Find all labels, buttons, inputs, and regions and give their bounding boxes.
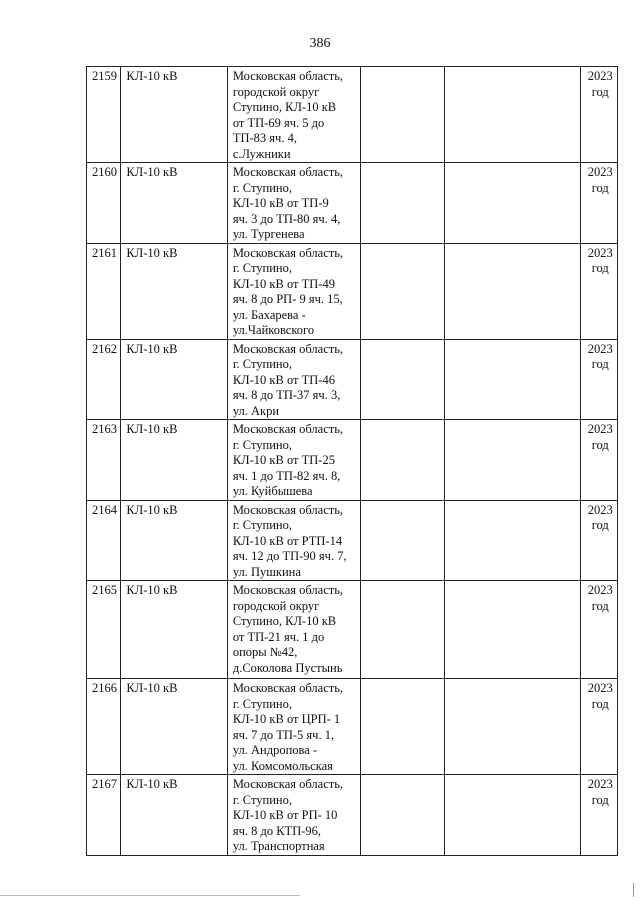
empty-cell <box>361 420 444 501</box>
address-line: г. Ступино, <box>232 180 292 195</box>
address-line: яч. 8 до КТП-96, <box>232 823 322 838</box>
row-number: 2163 <box>87 420 121 501</box>
address-line: ул.Чайковского <box>232 323 315 337</box>
year-line: год <box>591 357 609 371</box>
year-line: год <box>591 437 609 452</box>
address-line: ул. Акри <box>232 403 280 418</box>
address-line: Московская область, <box>232 681 344 695</box>
address-line: Московская область, <box>232 341 344 356</box>
cable-lines-table <box>86 66 618 856</box>
empty-cell <box>361 679 444 775</box>
address-line: яч. 8 до ТП-37 яч. 3, <box>232 388 341 402</box>
empty-cell <box>444 163 581 244</box>
address-line: ул. Бахарева - <box>232 307 306 322</box>
footer-rule <box>0 895 300 896</box>
table-row <box>87 420 618 501</box>
address-line: опоры №42, <box>232 645 298 659</box>
address-line: Ступино, КЛ-10 кВ <box>232 100 337 114</box>
year-cell <box>581 581 618 679</box>
address-line: ул. Комсомольская <box>232 758 333 773</box>
year-line: 2023 <box>587 681 613 695</box>
empty-cell <box>444 420 581 501</box>
address-line: ул. Куйбышева <box>232 484 313 498</box>
line-type: КЛ-10 кВ <box>121 243 227 339</box>
year-line: 2023 <box>587 245 613 260</box>
empty-cell <box>361 243 444 339</box>
row-number: 2162 <box>87 339 121 420</box>
row-number: 2164 <box>87 500 121 581</box>
address-line: г. Ступино, <box>232 518 292 532</box>
year-cell <box>581 67 618 163</box>
empty-cell <box>444 581 581 679</box>
empty-cell <box>444 775 581 856</box>
empty-cell <box>444 679 581 775</box>
address-line: Московская область, <box>232 777 344 791</box>
address-line: г. Ступино, <box>232 437 292 452</box>
empty-cell <box>361 775 444 856</box>
row-number: 2160 <box>87 163 121 244</box>
address-line: г. Ступино, <box>232 696 292 711</box>
table-row <box>87 163 618 244</box>
address-line: городской округ <box>232 598 320 613</box>
empty-cell <box>361 581 444 679</box>
address-cell <box>227 420 361 501</box>
year-cell <box>581 339 618 420</box>
row-number: 2166 <box>87 679 121 775</box>
address-line: Московская область, <box>232 502 344 517</box>
empty-cell <box>361 339 444 420</box>
table-row <box>87 67 618 163</box>
address-line: ул. Тургенева <box>232 227 305 241</box>
year-line: 2023 <box>587 165 613 179</box>
row-number: 2167 <box>87 775 121 856</box>
address-line: яч. 1 до ТП-82 яч. 8, <box>232 468 341 483</box>
table-row <box>87 581 618 679</box>
year-line: год <box>591 792 609 807</box>
year-line: 2023 <box>587 502 613 517</box>
line-type: КЛ-10 кВ <box>121 67 227 163</box>
address-line: ул. Транспортная <box>232 839 325 853</box>
page-number: 386 <box>309 36 331 51</box>
year-cell <box>581 500 618 581</box>
year-line: 2023 <box>587 341 613 356</box>
empty-cell <box>444 67 581 163</box>
address-line: с.Лужники <box>232 146 291 161</box>
row-number: 2159 <box>87 67 121 163</box>
address-cell <box>227 500 361 581</box>
row-number: 2161 <box>87 243 121 339</box>
line-type: КЛ-10 кВ <box>121 339 227 420</box>
year-line: 2023 <box>587 422 613 436</box>
year-line: год <box>591 598 609 613</box>
table-body <box>87 67 618 856</box>
address-line: г. Ступино, <box>232 792 292 807</box>
empty-cell <box>444 500 581 581</box>
row-number: 2165 <box>87 581 121 679</box>
line-type: КЛ-10 кВ <box>121 500 227 581</box>
year-cell <box>581 243 618 339</box>
address-line: ТП-83 яч. 4, <box>232 131 297 145</box>
year-cell <box>581 775 618 856</box>
line-type: КЛ-10 кВ <box>121 581 227 679</box>
address-line: городской округ <box>232 84 320 99</box>
line-type: КЛ-10 кВ <box>121 775 227 856</box>
address-line: КЛ-10 кВ от ТП-46 <box>232 372 335 387</box>
year-cell <box>581 679 618 775</box>
address-line: от ТП-69 яч. 5 до <box>232 115 325 130</box>
address-line: от ТП-21 яч. 1 до <box>232 629 325 644</box>
empty-cell <box>444 243 581 339</box>
address-line: КЛ-10 кВ от ТП-9 <box>232 196 329 210</box>
address-line: г. Ступино, <box>232 357 292 371</box>
address-line: КЛ-10 кВ от ТП-25 <box>232 453 335 467</box>
address-cell <box>227 775 361 856</box>
address-cell <box>227 581 361 679</box>
line-type: КЛ-10 кВ <box>121 163 227 244</box>
address-line: Московская область, <box>232 583 344 597</box>
address-line: яч. 7 до ТП-5 яч. 1, <box>232 727 335 742</box>
year-line: год <box>591 84 609 99</box>
address-line: Московская область, <box>232 245 344 260</box>
empty-cell <box>361 500 444 581</box>
empty-cell <box>361 67 444 163</box>
line-type: КЛ-10 кВ <box>121 420 227 501</box>
address-line: КЛ-10 кВ от РП- 10 <box>232 808 338 822</box>
address-line: яч. 12 до ТП-90 яч. 7, <box>232 549 347 563</box>
address-line: КЛ-10 кВ от РТП-14 <box>232 533 343 548</box>
address-cell <box>227 243 361 339</box>
address-line: Ступино, КЛ-10 кВ <box>232 614 337 628</box>
address-line: Московская область, <box>232 69 344 83</box>
table-row <box>87 775 618 856</box>
address-line: яч. 3 до ТП-80 яч. 4, <box>232 211 341 226</box>
address-line: КЛ-10 кВ от ЦРП- 1 <box>232 712 341 726</box>
margin-mark <box>633 883 634 897</box>
address-cell <box>227 679 361 775</box>
year-line: 2023 <box>587 777 613 791</box>
empty-cell <box>444 339 581 420</box>
address-cell <box>227 163 361 244</box>
address-line: г. Ступино, <box>232 261 292 275</box>
table-row <box>87 500 618 581</box>
table-row <box>87 679 618 775</box>
year-line: год <box>591 261 609 275</box>
year-line: год <box>591 180 609 195</box>
address-line: ул. Пушкина <box>232 564 301 579</box>
address-line: ул. Андропова - <box>232 743 318 757</box>
line-type: КЛ-10 кВ <box>121 679 227 775</box>
address-line: д.Соколова Пустынь <box>232 660 343 675</box>
empty-cell <box>361 163 444 244</box>
address-line: яч. 8 до РП- 9 яч. 15, <box>232 292 343 306</box>
address-line: Московская область, <box>232 422 344 436</box>
address-line: КЛ-10 кВ от ТП-49 <box>232 276 335 291</box>
address-line: Московская область, <box>232 165 344 179</box>
address-cell <box>227 67 361 163</box>
year-line: год <box>591 518 609 532</box>
year-line: 2023 <box>587 583 613 597</box>
table-row <box>87 243 618 339</box>
year-line: 2023 <box>587 69 613 83</box>
address-cell <box>227 339 361 420</box>
year-cell <box>581 163 618 244</box>
table-row <box>87 339 618 420</box>
year-cell <box>581 420 618 501</box>
year-line: год <box>591 696 609 711</box>
